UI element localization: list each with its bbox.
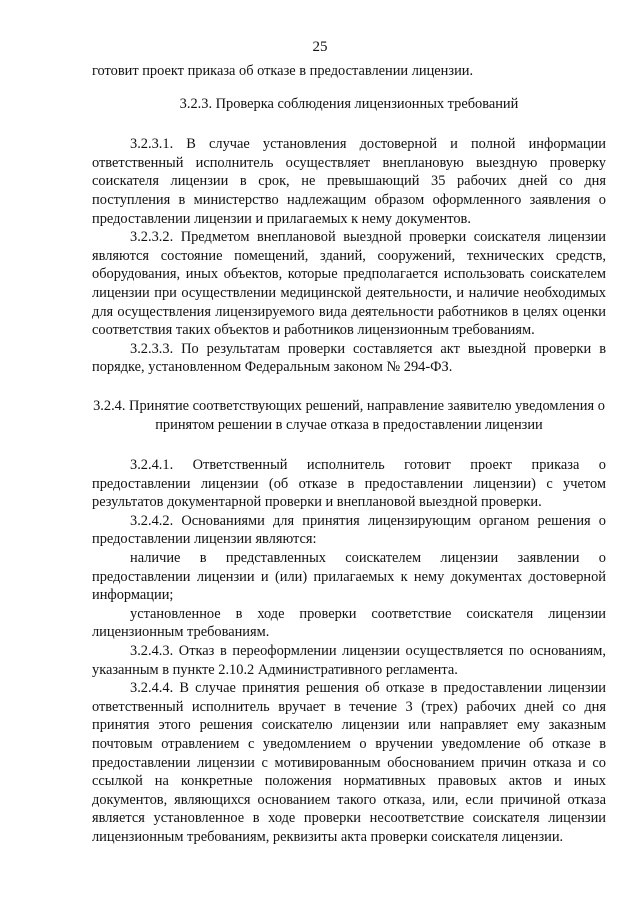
section-heading-3-2-3: 3.2.3. Проверка соблюдения лицензионных требований [179, 95, 519, 112]
paragraph-3-2-4-1: 3.2.4.1. Ответственный исполнитель готовит проект приказа о предоставлении лицензии (об отказе в предоставлении лицензии) с учетом результатов документарной проверки и внеплановой выездной проверки. [92, 457, 606, 511]
paragraph-3-2-4-4: 3.2.4.4. В случае принятия решения об отказе в предоставлении лицензии ответственный исполнитель вручает в течение 3 (трех) рабочих дней со дня принятия этого решения соискателю лицензии или направляет ему заказным почтовым отравлением с уведомлением о вручении уведомление об отказе в предоставлении лицензии с мотивированным обоснованием причин отказа и со ссылкой на конкретные положения нормативных правовых актов и иных документов, являющихся основанием такого отказа, или, если причиной отказа является установленное в ходе проверки несоответствие соискателя лицензии лицензионным требованиям, реквизиты акта проверки соискателя лицензии. [92, 680, 606, 845]
section-heading-3-2-4: 3.2.4. Принятие соответствующих решений, направление заявителю уведомления о принятом решении в случае отказа в предоставлении лицензии [93, 397, 605, 433]
paragraph-3-2-4-2: 3.2.4.2. Основаниями для принятия лицензирующим органом решения о предоставлении лицензии являются: [92, 512, 606, 548]
page-number: 25 [312, 39, 328, 55]
paragraph-3-2-3-2: 3.2.3.2. Предметом внеплановой выездной проверки соискателя лицензии являются состояние помещений, зданий, сооружений, технических средств, оборудования, иных объектов, которые предполагается использовать соискателем лицензии при осуществлении медицинской деятельности, и наличие необходимых для осуществления лицензируемого вида деятельности работников в целях оценки соответствия таких объектов и работников лицензионным требованиям. [92, 229, 606, 339]
paragraph-basis-2: установленное в ходе проверки соответствие соискателя лицензии лицензионным требованиям. [92, 605, 606, 641]
document-body [92, 62, 606, 847]
paragraph-continuation: готовит проект приказа об отказе в предоставлении лицензии. [92, 63, 474, 79]
paragraph-3-2-4-3: 3.2.4.3. Отказ в переоформлении лицензии осуществляется по основаниям, указанным в пункте 2.10.2 Административного регламента. [92, 643, 606, 678]
paragraph-3-2-3-1: 3.2.3.1. В случае установления достоверной и полной информации ответственный исполнитель осуществляет внеплановую выездную проверку соискателя лицензии в срок, не превышающий 35 рабочих дней со дня поступления в министерство надлежащим образом оформленного заявления о предоставлении лицензии и прилагаемых к нему документов. [92, 136, 606, 227]
paragraph-3-2-3-3: 3.2.3.3. По результатам проверки составляется акт выездной проверки в порядке, установленном Федеральным законом № 294-ФЗ. [92, 340, 606, 376]
paragraph-basis-1: наличие в представленных соискателем лицензии заявлении о предоставлении лицензии и (или) прилагаемых к нему документах достоверной информации; [92, 550, 606, 604]
